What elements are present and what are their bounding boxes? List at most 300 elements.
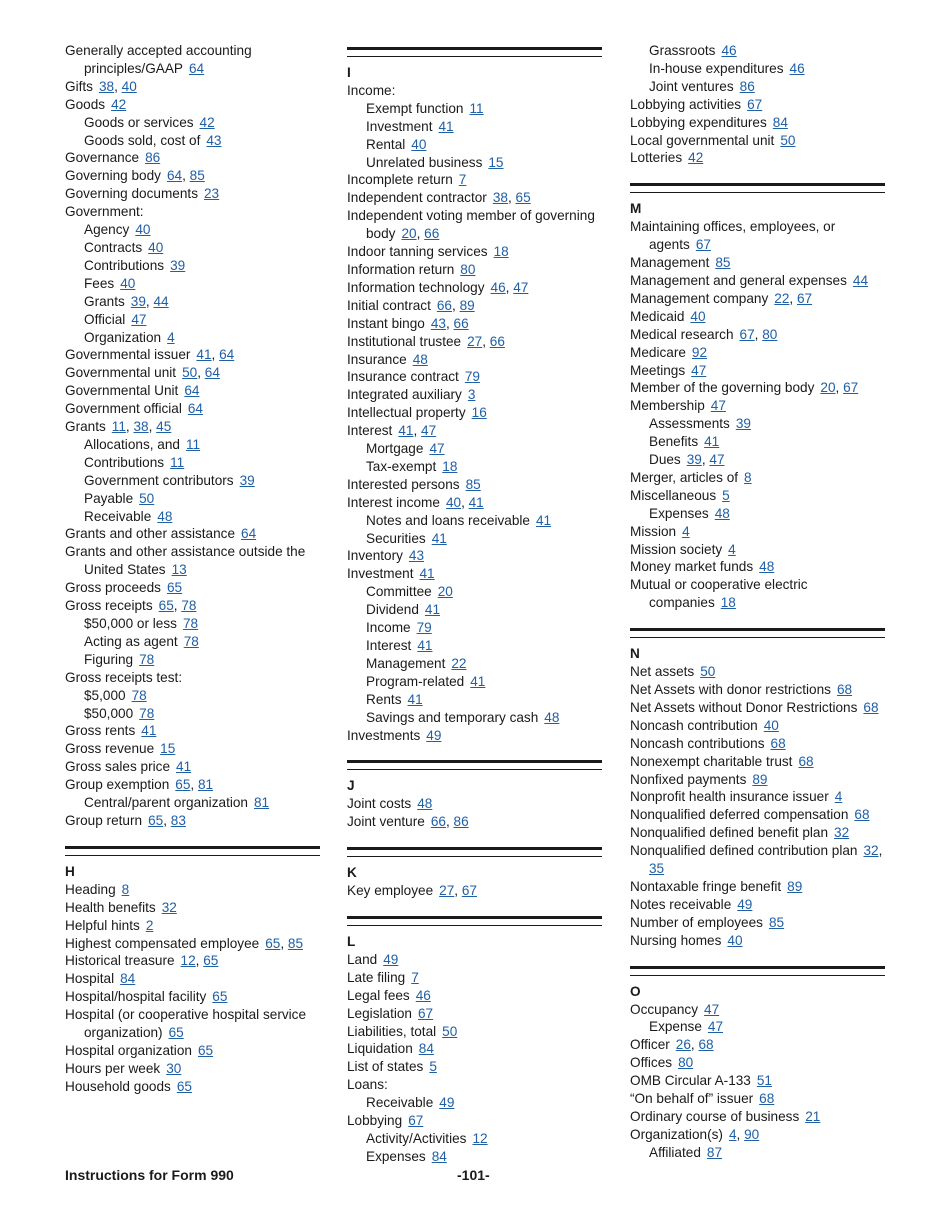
index-subentry bbox=[347, 440, 607, 458]
page-link[interactable]: 89 bbox=[752, 771, 768, 787]
page-link[interactable]: 65 bbox=[515, 190, 531, 206]
page-link[interactable]: 47 bbox=[131, 311, 147, 327]
page-link[interactable]: 38 bbox=[133, 419, 149, 435]
page-link[interactable]: 44 bbox=[153, 293, 169, 309]
page-link[interactable]: 38 bbox=[492, 190, 508, 206]
entry-term: Gross receipts bbox=[65, 598, 153, 614]
entry-term: Receivable bbox=[366, 1095, 434, 1111]
page-link[interactable]: 39 bbox=[239, 472, 255, 488]
page-separator: , bbox=[197, 365, 205, 381]
entry-term: Independent contractor bbox=[347, 190, 487, 206]
page-link[interactable]: 21 bbox=[805, 1108, 821, 1124]
page-separator: , bbox=[280, 935, 288, 951]
section-rule bbox=[630, 966, 885, 976]
page-link[interactable]: 7 bbox=[458, 172, 467, 188]
page-link[interactable]: 42 bbox=[688, 150, 704, 166]
page-link[interactable]: 4 bbox=[728, 1126, 737, 1142]
index-entry bbox=[630, 362, 890, 380]
page-link[interactable]: 78 bbox=[131, 687, 147, 703]
page-link[interactable]: 38 bbox=[98, 78, 115, 94]
page-link[interactable]: 80 bbox=[678, 1055, 694, 1071]
page-link[interactable]: 50 bbox=[182, 365, 198, 381]
page-link[interactable]: 65 bbox=[175, 777, 191, 793]
page-link[interactable]: 46 bbox=[490, 279, 506, 295]
index-entry bbox=[347, 297, 607, 315]
page-link[interactable]: 23 bbox=[204, 186, 220, 202]
entry-term: Government contributors bbox=[84, 472, 234, 488]
page-link[interactable]: 43 bbox=[206, 132, 222, 148]
page-link[interactable]: 65 bbox=[168, 1025, 184, 1041]
page-link[interactable]: 3 bbox=[467, 387, 476, 403]
page-link[interactable]: 4 bbox=[682, 523, 690, 539]
page-link[interactable]: 41 bbox=[417, 638, 433, 653]
page-link[interactable]: 48 bbox=[759, 559, 775, 575]
page-link[interactable]: 68 bbox=[759, 1091, 775, 1107]
entry-term: Land bbox=[347, 951, 378, 967]
section-letter: I bbox=[347, 65, 351, 80]
page-link[interactable]: 66 bbox=[453, 315, 469, 331]
page-link[interactable]: 85 bbox=[715, 255, 731, 271]
page-link[interactable]: 65 bbox=[176, 1078, 192, 1094]
page-link[interactable]: 81 bbox=[253, 795, 270, 811]
page-link[interactable]: 41 bbox=[431, 530, 447, 546]
page-link[interactable]: 79 bbox=[416, 620, 432, 636]
index-entry bbox=[347, 476, 607, 494]
page-link[interactable]: 18 bbox=[442, 458, 458, 474]
page-link[interactable]: 64 bbox=[204, 365, 220, 381]
page-link[interactable]: 85 bbox=[189, 168, 205, 184]
page-link[interactable]: 48 bbox=[714, 505, 730, 521]
page-link[interactable]: 43 bbox=[430, 315, 446, 331]
page-link[interactable]: 47 bbox=[707, 1019, 724, 1035]
page-link[interactable]: 48 bbox=[412, 351, 428, 367]
index-column-1 bbox=[65, 42, 325, 1096]
index-subentry bbox=[65, 293, 325, 311]
page-link[interactable]: 65 bbox=[166, 580, 183, 596]
page-link[interactable]: 64 bbox=[219, 347, 235, 363]
page-link[interactable]: 40 bbox=[690, 308, 706, 324]
entry-term: Activity/Activities bbox=[366, 1130, 467, 1146]
page-link[interactable]: 89 bbox=[787, 878, 803, 894]
page-link[interactable]: 78 bbox=[139, 651, 155, 667]
index-subentry bbox=[630, 1144, 890, 1162]
page-link[interactable]: 41 bbox=[196, 347, 212, 363]
index-entry bbox=[65, 185, 325, 203]
page-link[interactable]: 22 bbox=[774, 290, 790, 306]
index-subentry bbox=[65, 705, 325, 723]
page-link[interactable]: 32 bbox=[863, 843, 879, 859]
page-link[interactable]: 92 bbox=[691, 344, 708, 360]
page-link[interactable]: 40 bbox=[763, 717, 779, 733]
index-entry bbox=[630, 487, 890, 505]
index-entry bbox=[630, 523, 890, 541]
page-link[interactable]: 47 bbox=[710, 398, 726, 414]
entry-term: Rental bbox=[366, 136, 406, 152]
page-link[interactable]: 46 bbox=[415, 987, 431, 1003]
entry-term: Interest income bbox=[347, 494, 440, 510]
page-link[interactable]: 50 bbox=[139, 490, 155, 506]
page-link[interactable]: 18 bbox=[720, 595, 736, 611]
entry-term: Interest bbox=[347, 423, 393, 439]
page-link[interactable]: 44 bbox=[852, 272, 869, 288]
section-rule bbox=[347, 47, 602, 57]
entry-term: Rents bbox=[366, 691, 402, 707]
page-link[interactable]: 47 bbox=[513, 279, 529, 295]
page-link[interactable]: 40 bbox=[135, 222, 151, 238]
page-link[interactable]: 43 bbox=[408, 548, 425, 564]
page-link[interactable]: 11 bbox=[185, 436, 201, 452]
page-link[interactable]: 80 bbox=[762, 326, 778, 342]
page-link[interactable]: 65 bbox=[212, 989, 228, 1005]
page-link[interactable]: 41 bbox=[407, 691, 423, 707]
entry-term: $5,000 bbox=[84, 687, 126, 703]
page-link[interactable]: 66 bbox=[430, 814, 446, 830]
entry-term: Nonqualified defined benefit plan bbox=[630, 825, 829, 841]
index-entry bbox=[65, 970, 325, 988]
page-link[interactable]: 41 bbox=[438, 118, 454, 134]
page-link[interactable]: 41 bbox=[424, 602, 441, 618]
page-link[interactable]: 86 bbox=[453, 814, 469, 830]
entry-term: Money market funds bbox=[630, 559, 754, 575]
entry-term: Hospital organization bbox=[65, 1042, 192, 1058]
entry-term: Dividend bbox=[366, 602, 419, 618]
page-link[interactable]: 42 bbox=[111, 96, 127, 112]
entry-term: Hospital bbox=[65, 971, 115, 987]
page-link[interactable]: 8 bbox=[744, 469, 752, 485]
page-link[interactable]: 47 bbox=[421, 423, 437, 439]
page-link[interactable]: 48 bbox=[417, 796, 433, 812]
index-subentry bbox=[65, 454, 325, 472]
page-link[interactable]: 42 bbox=[199, 114, 215, 130]
page-link[interactable]: 16 bbox=[471, 405, 487, 421]
page-link[interactable]: 68 bbox=[770, 735, 786, 751]
page-link[interactable]: 67 bbox=[739, 326, 755, 342]
page-link[interactable]: 35 bbox=[649, 861, 665, 877]
page-link[interactable]: 64 bbox=[188, 60, 205, 76]
entry-term: Institutional trustee bbox=[347, 333, 462, 349]
index-entry bbox=[347, 1023, 607, 1041]
entry-term: Interest bbox=[366, 638, 412, 653]
section-letter: N bbox=[630, 646, 640, 662]
index-subentry bbox=[65, 436, 325, 454]
entry-term: Maintaining offices, employees, or agents bbox=[630, 219, 836, 253]
index-entry bbox=[630, 753, 890, 771]
index-entry bbox=[65, 952, 325, 970]
page-link[interactable]: 30 bbox=[166, 1060, 182, 1076]
page-link[interactable]: 41 bbox=[470, 673, 486, 689]
index-entry bbox=[65, 149, 325, 167]
page-link[interactable]: 84 bbox=[120, 971, 136, 987]
page-link[interactable]: 65 bbox=[203, 953, 219, 969]
page-link[interactable]: 90 bbox=[744, 1126, 760, 1142]
page-link[interactable]: 84 bbox=[418, 1041, 434, 1057]
page-link[interactable]: 26 bbox=[675, 1037, 691, 1053]
page-link[interactable]: 67 bbox=[843, 380, 859, 396]
index-entry bbox=[630, 541, 890, 559]
entry-term: Management bbox=[366, 655, 446, 671]
page-link[interactable]: 41 bbox=[468, 494, 484, 510]
entry-term: Governing body bbox=[65, 168, 161, 184]
page-link[interactable]: 41 bbox=[419, 566, 435, 582]
page-link[interactable]: 12 bbox=[472, 1130, 488, 1146]
page-link[interactable]: 65 bbox=[265, 935, 281, 951]
entry-term: Local governmental unit bbox=[630, 132, 775, 148]
page-separator: , bbox=[507, 190, 516, 206]
page-link[interactable]: 84 bbox=[431, 1148, 447, 1164]
page-link[interactable]: 39 bbox=[170, 257, 186, 273]
page-link[interactable]: 87 bbox=[706, 1144, 723, 1160]
index-subentry bbox=[347, 136, 607, 154]
page-link[interactable]: 66 bbox=[424, 226, 440, 242]
page-link[interactable]: 5 bbox=[722, 487, 730, 503]
entry-term: Acting as agent bbox=[84, 633, 178, 649]
page-link[interactable]: 85 bbox=[768, 914, 785, 930]
page-link[interactable]: 4 bbox=[728, 541, 736, 557]
page-separator: , bbox=[195, 953, 204, 969]
index-subentry bbox=[65, 651, 325, 669]
entry-term: Grants bbox=[65, 419, 106, 435]
entry-term: Interested persons bbox=[347, 476, 460, 492]
page-link[interactable]: 78 bbox=[182, 616, 199, 631]
page-link[interactable]: 27 bbox=[467, 333, 483, 349]
index-subentry bbox=[347, 601, 607, 619]
page-link[interactable]: 50 bbox=[700, 664, 716, 680]
page-link[interactable]: 89 bbox=[459, 297, 475, 313]
section-letter: J bbox=[347, 778, 355, 794]
index-subentry bbox=[347, 691, 607, 709]
entry-term: Exempt function bbox=[366, 100, 464, 116]
page-link[interactable]: 4 bbox=[167, 329, 175, 345]
page-link[interactable]: 49 bbox=[439, 1095, 455, 1111]
page-link[interactable]: 85 bbox=[287, 935, 304, 951]
page-link[interactable]: 67 bbox=[461, 883, 477, 899]
page-separator: , bbox=[125, 419, 134, 435]
page-link[interactable]: 40 bbox=[727, 932, 743, 948]
index-entry bbox=[347, 565, 607, 583]
entry-term: Management bbox=[630, 255, 710, 271]
page-link[interactable]: 47 bbox=[704, 1001, 720, 1017]
entry-term: Mutual or cooperative electric companies bbox=[630, 577, 808, 611]
page-link[interactable]: 68 bbox=[863, 699, 879, 715]
page-link[interactable]: 68 bbox=[854, 807, 870, 823]
page-link[interactable]: 40 bbox=[120, 275, 136, 291]
page-link[interactable]: 11 bbox=[170, 454, 185, 470]
page-link[interactable]: 20 bbox=[401, 226, 417, 242]
page-link[interactable]: 45 bbox=[156, 419, 172, 435]
page-link[interactable]: 65 bbox=[197, 1042, 214, 1058]
entry-term: Investments bbox=[347, 727, 421, 743]
page-link[interactable]: 50 bbox=[780, 132, 796, 148]
index-entry bbox=[65, 579, 325, 597]
page-link[interactable]: 41 bbox=[398, 423, 414, 439]
entry-term: Instant bingo bbox=[347, 315, 425, 331]
page-link[interactable]: 68 bbox=[836, 682, 853, 697]
index-subentry bbox=[630, 1018, 890, 1036]
page-link[interactable]: 67 bbox=[695, 237, 711, 253]
page-link[interactable]: 51 bbox=[756, 1073, 772, 1089]
section-letter: M bbox=[630, 201, 642, 217]
page-link[interactable]: 49 bbox=[426, 727, 442, 743]
page-link[interactable]: 5 bbox=[429, 1059, 437, 1075]
page-link[interactable]: 79 bbox=[464, 369, 480, 385]
page-link[interactable]: 85 bbox=[465, 476, 481, 492]
page-link[interactable]: 66 bbox=[436, 297, 452, 313]
page-link[interactable]: 11 bbox=[111, 419, 126, 435]
page-link[interactable]: 49 bbox=[737, 896, 753, 912]
index-entry bbox=[65, 1042, 325, 1060]
page-link[interactable]: 46 bbox=[721, 43, 737, 58]
index-entry bbox=[630, 699, 890, 717]
page-link[interactable]: 80 bbox=[460, 261, 476, 277]
page-link[interactable]: 47 bbox=[709, 452, 725, 468]
page-link[interactable]: 40 bbox=[148, 239, 164, 255]
index-entry bbox=[65, 42, 325, 78]
page-link[interactable]: 41 bbox=[176, 759, 192, 775]
index-entry bbox=[65, 776, 325, 794]
page-link[interactable]: 81 bbox=[197, 777, 214, 793]
entry-term: Dues bbox=[649, 452, 681, 468]
index-entry bbox=[630, 878, 890, 896]
index-subentry bbox=[65, 633, 325, 651]
page-link[interactable]: 50 bbox=[442, 1023, 458, 1039]
page-link[interactable]: 20 bbox=[437, 584, 453, 600]
page-link[interactable]: 8 bbox=[121, 881, 130, 897]
entry-term: Expense bbox=[649, 1019, 702, 1035]
page-link[interactable]: 67 bbox=[418, 1005, 434, 1021]
page-link[interactable]: 78 bbox=[181, 598, 197, 614]
page-link[interactable]: 65 bbox=[158, 598, 174, 614]
section-letter: H bbox=[65, 863, 75, 879]
entry-term: Governmental Unit bbox=[65, 383, 179, 399]
page-link[interactable]: 67 bbox=[796, 290, 813, 306]
page-link[interactable]: 49 bbox=[383, 951, 399, 967]
index-entry bbox=[347, 189, 607, 207]
page-link[interactable]: 4 bbox=[834, 789, 843, 805]
page-link[interactable]: 39 bbox=[735, 416, 751, 432]
index-entry bbox=[347, 1040, 607, 1058]
entry-term: Nonexempt charitable trust bbox=[630, 753, 793, 769]
page-link[interactable]: 40 bbox=[121, 78, 137, 94]
entry-term: Independent voting member of governing body bbox=[347, 208, 595, 242]
index-entry bbox=[65, 917, 325, 935]
index-subentry bbox=[347, 583, 607, 601]
index-entry bbox=[65, 1078, 325, 1096]
page-link[interactable]: 64 bbox=[166, 168, 183, 184]
index-entry bbox=[630, 842, 890, 878]
page-link[interactable]: 40 bbox=[445, 494, 462, 510]
entry-term: Committee bbox=[366, 584, 432, 600]
index-entry bbox=[65, 722, 325, 740]
page-link[interactable]: 18 bbox=[493, 244, 509, 260]
section-rule bbox=[630, 183, 885, 193]
index-entry bbox=[630, 681, 890, 699]
page-link[interactable]: 64 bbox=[187, 401, 203, 417]
entry-term: Payable bbox=[84, 490, 134, 506]
entry-term: Management company bbox=[630, 290, 769, 306]
page-link[interactable]: 84 bbox=[772, 114, 788, 130]
page-link[interactable]: 39 bbox=[686, 452, 702, 468]
page-link[interactable]: 40 bbox=[411, 136, 427, 152]
page-link[interactable]: 13 bbox=[171, 562, 187, 578]
entry-term: Goods bbox=[65, 96, 106, 112]
page-link[interactable]: 41 bbox=[704, 434, 720, 450]
page-link[interactable]: 46 bbox=[789, 60, 805, 76]
footer-page-number: -101- bbox=[457, 1167, 490, 1183]
page-link[interactable]: 48 bbox=[544, 709, 560, 725]
index-entry bbox=[347, 207, 607, 243]
page-link[interactable]: 64 bbox=[184, 383, 200, 399]
footer-title: Instructions for Form 990 bbox=[65, 1167, 234, 1183]
index-subentry bbox=[65, 794, 325, 812]
page-link[interactable]: 86 bbox=[739, 78, 755, 94]
page-link[interactable]: 65 bbox=[148, 812, 164, 828]
page-link[interactable]: 11 bbox=[469, 100, 484, 116]
page-link[interactable]: 66 bbox=[489, 333, 505, 349]
entry-term: Goods sold, cost of bbox=[84, 132, 201, 148]
page-link[interactable]: 67 bbox=[747, 96, 763, 112]
index-entry bbox=[347, 351, 607, 369]
index-entry bbox=[65, 525, 325, 543]
entry-term: Legal fees bbox=[347, 987, 410, 1003]
index-entry bbox=[347, 1058, 607, 1076]
entry-term: Savings and temporary cash bbox=[366, 709, 539, 725]
page-link[interactable]: 48 bbox=[157, 508, 173, 524]
page-link[interactable]: 41 bbox=[141, 723, 157, 739]
entry-term: Income bbox=[366, 620, 411, 636]
entry-term: Governing documents bbox=[65, 186, 198, 202]
entry-term: Nontaxable fringe benefit bbox=[630, 878, 782, 894]
index-entry bbox=[630, 806, 890, 824]
page-link[interactable]: 2 bbox=[145, 917, 154, 933]
page-link[interactable]: 47 bbox=[429, 441, 445, 457]
page-link[interactable]: 67 bbox=[408, 1113, 424, 1129]
index-entry bbox=[347, 404, 607, 422]
page-link[interactable]: 12 bbox=[180, 953, 196, 969]
entry-term: Heading bbox=[65, 881, 116, 897]
entry-term: Allocations, and bbox=[84, 436, 180, 452]
entry-term: Tax-exempt bbox=[366, 458, 437, 474]
page-link[interactable]: 32 bbox=[161, 899, 177, 915]
page-link[interactable]: 47 bbox=[691, 362, 707, 378]
page-separator: , bbox=[461, 494, 469, 510]
index-subentry bbox=[347, 118, 607, 136]
entry-term: Joint venture bbox=[347, 814, 425, 830]
entry-term: Nonqualified defined contribution plan bbox=[630, 843, 858, 859]
entry-term: Net assets bbox=[630, 664, 695, 680]
page-link[interactable]: 68 bbox=[698, 1037, 714, 1053]
page-link[interactable]: 78 bbox=[139, 705, 155, 721]
page-link[interactable]: 15 bbox=[488, 154, 504, 170]
page-link[interactable]: 86 bbox=[145, 150, 161, 166]
page-link[interactable]: 64 bbox=[241, 526, 257, 542]
section-rule bbox=[347, 916, 602, 926]
index-entry bbox=[630, 576, 890, 612]
index-entry bbox=[347, 279, 607, 297]
page-link[interactable]: 78 bbox=[183, 633, 199, 649]
page-link[interactable]: 39 bbox=[130, 293, 146, 309]
page-link[interactable]: 83 bbox=[170, 812, 186, 828]
page-link[interactable]: 32 bbox=[834, 825, 850, 841]
page-link[interactable]: 20 bbox=[820, 380, 836, 396]
page-link[interactable]: 27 bbox=[439, 883, 455, 899]
page-link[interactable]: 22 bbox=[451, 655, 467, 671]
page-link[interactable]: 15 bbox=[160, 741, 176, 757]
page-link[interactable]: 7 bbox=[411, 969, 419, 985]
page-link[interactable]: 68 bbox=[798, 753, 814, 769]
entry-term: Membership bbox=[630, 398, 705, 414]
index-entry bbox=[65, 203, 325, 221]
page-link[interactable]: 41 bbox=[535, 512, 552, 528]
